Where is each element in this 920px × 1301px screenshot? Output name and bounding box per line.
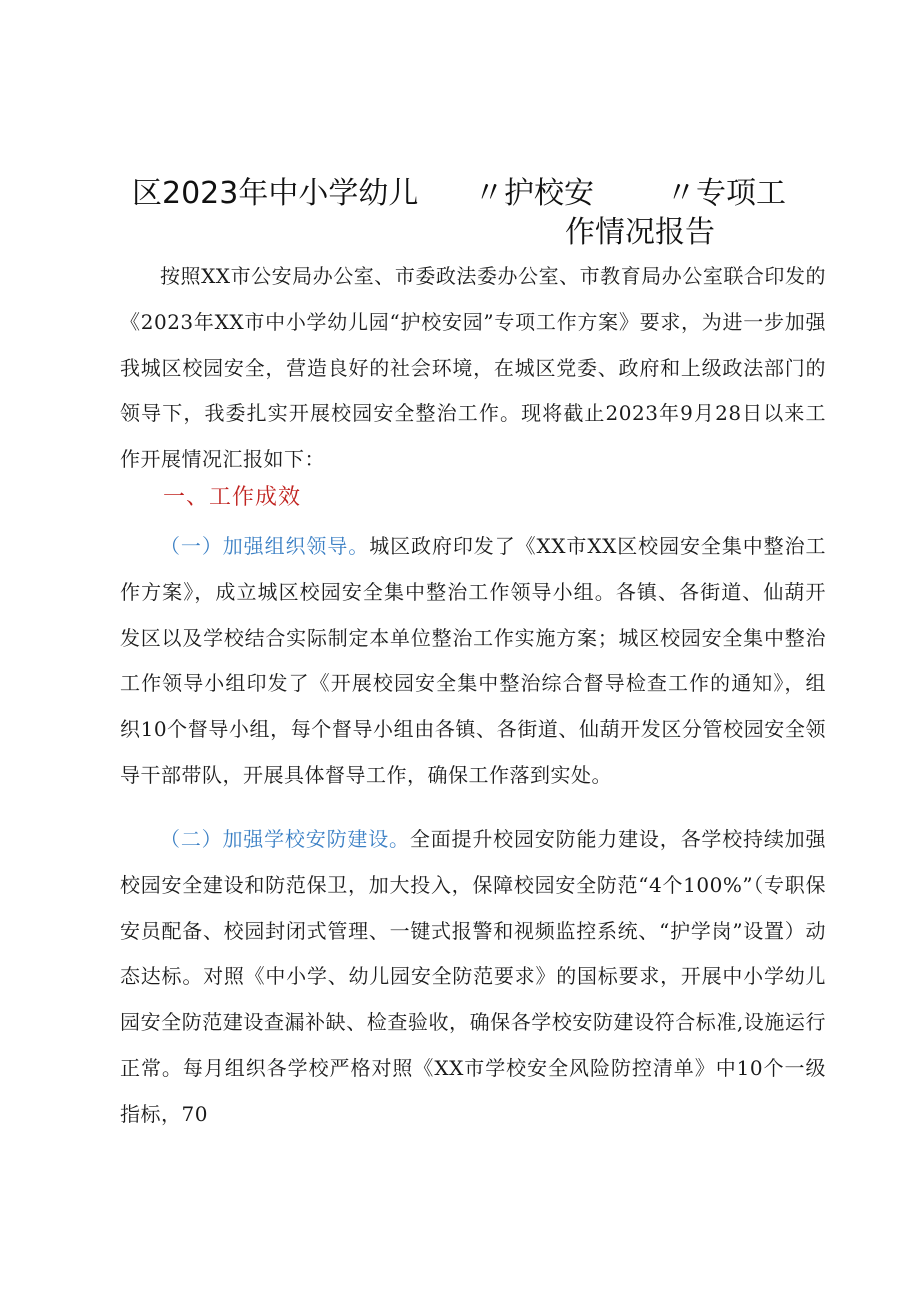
item-1-label: （一）加强组织领导。 (160, 534, 370, 558)
item-1-text: 城区政府印发了《XX市XX区校园安全集中整治工作方案》，成立城区校园安全集中整治工作领导小组。各镇、各街道、仙葫开发区以及学校结合实际制定本单位整治工作实施方案；城区校园安全集中整治工作领导小组印发了《开展校园安全集中整治综合督导检查工作的通知》，组织10个督导小组，每个督导小组由各镇、各街道、仙葫开发区分管校园安全领导干部带队，开展具体督导工作，确保工作落到实处。 (120, 534, 827, 787)
title-part3: 〃专项工 (666, 176, 786, 211)
intro-paragraph: 按照XX市公安局办公室、市委政法委办公室、市教育局办公室联合印发的《2023年XX市中小学幼儿园“护校安园”专项工作方案》要求，为进一步加强我城区校园安全，营造良好的社会环境，在城区党委、政府和上级政法部门的领导下，我委扎实开展校园安全整治工作。现将截止2023年9月28日以来工作开展情况汇报如下： (120, 264, 826, 472)
document-title-line2: 作情况报告 (565, 215, 715, 250)
document-title-line1 (132, 168, 792, 212)
title-part2: 〃护校安 (474, 176, 594, 211)
item-2-text: 全面提升校园安防能力建设，各学校持续加强校园安全建设和防范保卫，加大投入，保障校园安全防范“4个100%”（专职保安员配备、校园封闭式管理、一键式报警和视频监控系统、“护学岗”设置）动态达标。对照《中小学、幼儿园安全防范要求》的国标要求，开展中小学幼儿园安全防范建设查漏补缺、检查验收，确保各学校安防建设符合标准,设施运行正常。每月组织各学校严格对照《XX市学校安全风险防控清单》中10个一级指标，70 (120, 827, 827, 1126)
section-item-1 (120, 524, 826, 799)
section-item-2 (120, 817, 826, 1138)
item-2-label: （二）加强学校安防建设。 (160, 827, 410, 851)
title-part1: 区2023年中小学幼儿 (132, 176, 419, 211)
section-heading: 一、工作成效 (163, 485, 302, 510)
